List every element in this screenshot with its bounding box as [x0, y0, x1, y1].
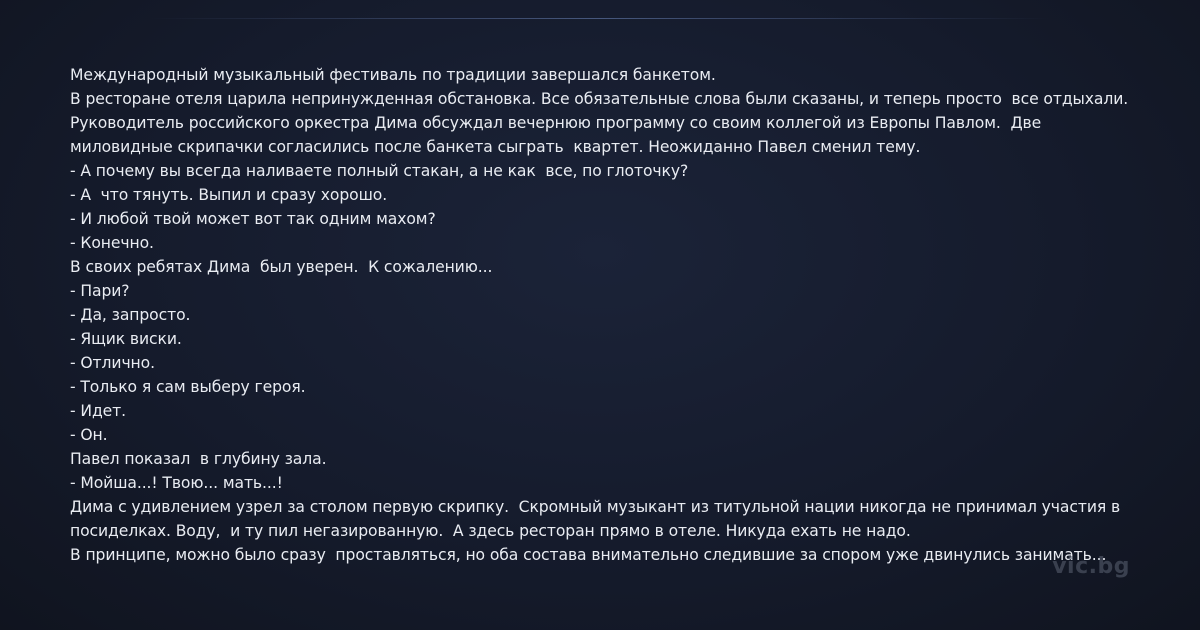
top-divider [150, 18, 1050, 19]
dialogue-line: - Пари? [70, 282, 130, 300]
dialogue-line: - Идет. [70, 402, 126, 420]
dialogue-line: - Мойша...! Твою... мать...! [70, 474, 283, 492]
dialogue-line: - А что тянуть. Выпил и сразу хорошо. [70, 186, 388, 204]
story-line: миловидные скрипачки согласились после банкета сыграть квартет. Неожиданно Павел сменил тему. [70, 138, 921, 156]
site-watermark: vic.bg [1052, 554, 1130, 579]
story-line: Павел показал в глубину зала. [70, 450, 327, 468]
dialogue-line: - Он. [70, 426, 108, 444]
dialogue-line: - Конечно. [70, 234, 154, 252]
story-line: Дима с удивлением узрел за столом первую скрипку. Скромный музыкант из титульной нации никогда не принимал участия в [70, 498, 1121, 516]
dialogue-line: - Только я сам выберу героя. [70, 378, 306, 396]
dialogue-line: - И любой твой может вот так одним махом? [70, 210, 436, 228]
story-line: В принципе, можно было сразу проставляться, но оба состава внимательно следившие за спором уже двинулись занимать... [70, 546, 1107, 564]
dialogue-line: - А почему вы всегда наливаете полный стакан, а не как все, по глоточку? [70, 162, 689, 180]
story-line: посиделках. Воду, и ту пил негазированную. А здесь ресторан прямо в отеле. Никуда ехать не надо. [70, 522, 911, 540]
story-line: В ресторане отеля царила непринужденная обстановка. Все обязательные слова были сказаны, и теперь просто все отдыхали. [70, 90, 1129, 108]
story-line: В своих ребятах Дима был уверен. К сожалению... [70, 258, 493, 276]
story-line: Руководитель российского оркестра Дима обсуждал вечернюю программу со своим коллегой из Европы Павлом. Две [70, 114, 1042, 132]
dialogue-line: - Ящик виски. [70, 330, 182, 348]
story-line: Международный музыкальный фестиваль по традиции завершался банкетом. [70, 66, 716, 84]
story-text [70, 63, 1145, 567]
dialogue-line: - Отлично. [70, 354, 155, 372]
dialogue-line: - Да, запросто. [70, 306, 191, 324]
